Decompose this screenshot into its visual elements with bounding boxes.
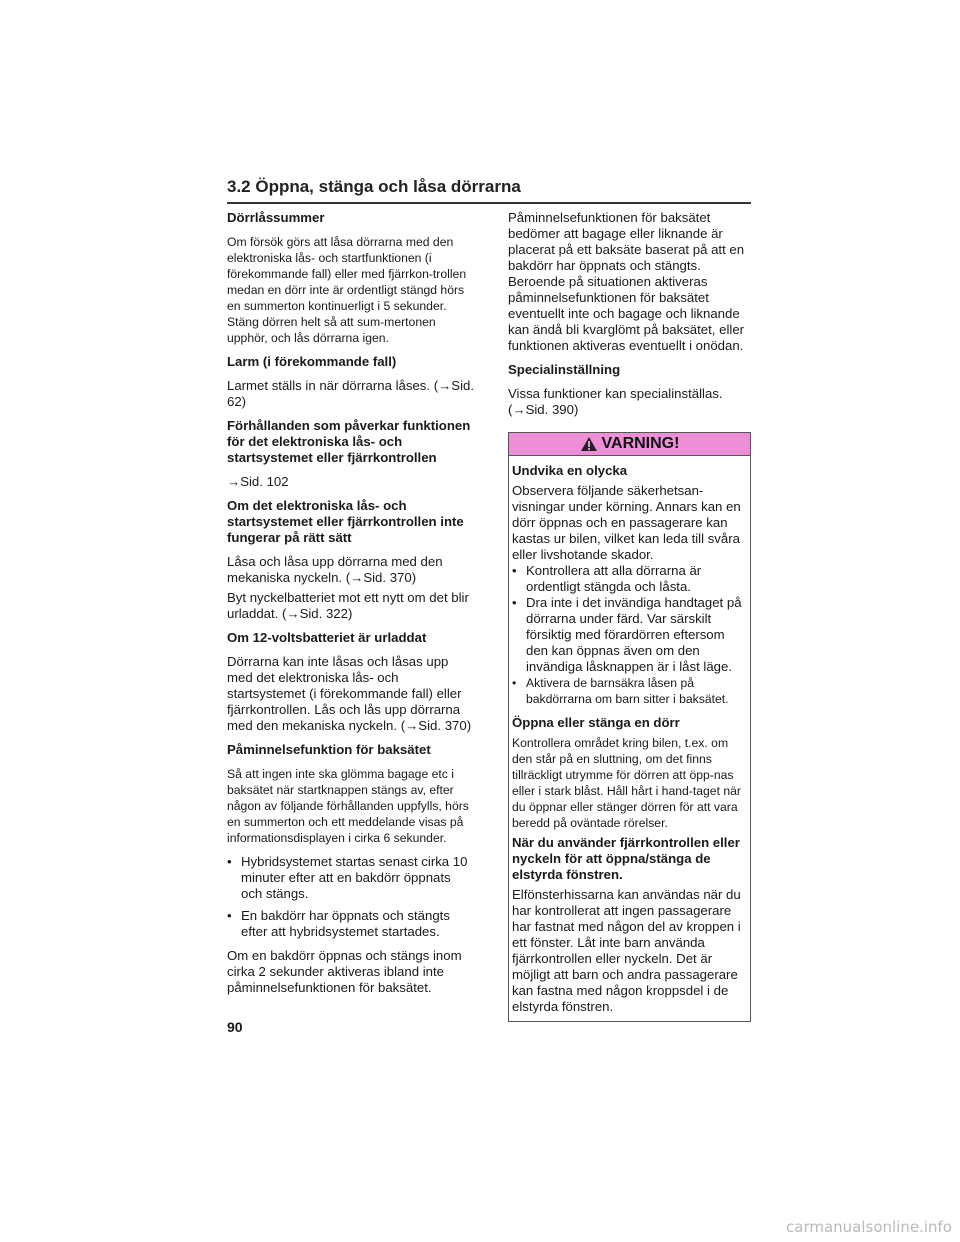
list-item: • Hybridsystemet startas senast cirka 10 minuter efter att en bakdörr öppnats och stängs. bbox=[227, 854, 475, 902]
warning-header bbox=[509, 433, 750, 456]
paragraph-avoid-accident: Observera följande säkerhetsan-visningar under körning. Annars kan en dörr öppnas och en passagerare kan kastas ur bilen, vilket kan leda till svåra eller livshotande skador. bbox=[512, 483, 741, 562]
page-number: 90 bbox=[227, 1019, 243, 1035]
title-rule bbox=[227, 202, 751, 204]
paragraph-12v-battery: Dörrarna kan inte låsas och låsas upp med det elektroniska lås- och startsystemet (i förekommande fall) eller fjärrkontrollen. Lås och lås upp dörrarna med den mekaniska nyckeln. (→Sid. 370) bbox=[227, 654, 472, 733]
paragraph-remote-windows: Elfönsterhissarna kan användas när du har kontrollerat att ingen passagerare har fastnat med någon del av kroppen i ett fönster. Låt inte barn använda fjärrkontrollen eller nyckeln. Det är möjligt att barn och andra passagerare kan fastna med någon kroppsdel i de elstyrda fönstren. bbox=[512, 887, 741, 1014]
list-item: • Kontrollera att alla dörrarna är ordentligt stängda och låsta. bbox=[512, 563, 746, 595]
warning-body bbox=[509, 456, 750, 1021]
list-item: • En bakdörr har öppnats och stängts efter att hybridsystemet startades. bbox=[227, 908, 475, 940]
warning-label: VARNING! bbox=[601, 435, 680, 452]
paragraph-conditions: →Sid. 102 bbox=[227, 474, 289, 489]
warning-list bbox=[512, 563, 746, 707]
heading-remote-windows: När du använder fjärrkontrollen eller nyckeln för att öppna/stänga de elstyrda fönstren. bbox=[512, 835, 740, 882]
heading-rear-seat-reminder: Påminnelsefunktion för baksätet bbox=[227, 742, 431, 757]
left-column bbox=[227, 210, 475, 1004]
heading-alarm: Larm (i förekommande fall) bbox=[227, 354, 397, 369]
warning-triangle-icon bbox=[580, 436, 598, 452]
heading-conditions: Förhållanden som påverkar funktionen för det elektroniska lås- och startsystemet eller fjärrkontrollen bbox=[227, 418, 471, 465]
rear-seat-conditions-list bbox=[227, 854, 475, 940]
heading-not-working: Om det elektroniska lås- och startsystemet eller fjärrkontrollen inte fungerar på rätt sätt bbox=[227, 498, 464, 545]
paragraph-reminder-assessment: Påminnelsefunktionen för baksätet bedömer att bagage eller liknande är placerat på ett baksäte baserat på att en bakdörr har öppnats och stängts. Beroende på situationen aktiveras påminnelsefunktionen för baksätet eventuellt inte och bagage och liknande kan ändå bli kvarglömt på baksätet, eller funktionen aktiveras eventuellt i onödan. bbox=[508, 210, 745, 353]
watermark: carmanualsonline.info bbox=[786, 1218, 952, 1236]
paragraph-customization: Vissa funktioner kan specialinställas. (→Sid. 390) bbox=[508, 386, 723, 417]
heading-open-close-door: Öppna eller stänga en dörr bbox=[512, 715, 680, 730]
list-item: • Aktivera de barnsäkra låsen på bakdörrarna om barn sitter i baksätet. bbox=[512, 675, 746, 707]
list-item: • Dra inte i det invändiga handtaget på dörrarna under färd. Var särskilt försiktig med förardörren eftersom den kan öppnas även om den invändiga låsknappen är i låst läge. bbox=[512, 595, 746, 675]
heading-avoid-accident: Undvika en olycka bbox=[512, 463, 628, 478]
section-title: 3.2 Öppna, stänga och låsa dörrarna bbox=[227, 177, 521, 196]
paragraph-replace-battery: Byt nyckelbatteriet mot ett nytt om det blir urladdat. (→Sid. 322) bbox=[227, 590, 469, 621]
heading-12v-battery: Om 12-voltsbatteriet är urladdat bbox=[227, 630, 427, 645]
right-column bbox=[508, 210, 751, 1022]
heading-customization: Specialinställning bbox=[508, 362, 621, 377]
warning-box bbox=[508, 432, 751, 1022]
paragraph-open-close-door: Kontrollera området kring bilen, t.ex. om den står på en sluttning, om det finns tillräckligt utrymme för dörren att öpp-nas eller i stark blåst. Håll hårt i hand-taget när du öppnar eller stänger dörren för att vara beredd på oväntade rörelser. bbox=[512, 736, 741, 830]
paragraph-alarm: Larmet ställs in när dörrarna låses. (→Sid. 62) bbox=[227, 378, 474, 409]
paragraph-door-lock-buzzer: Om försök görs att låsa dörrarna med den elektroniska lås- och startfunktionen (i förekommande fall) eller med fjärrkon-trollen medan en dörr inte är ordentligt stängd hörs en summerton kontinuerligt i 5 sekunder. Stäng dörren helt så att sum-mertonen upphör, och lås dörrarna igen. bbox=[227, 235, 467, 345]
paragraph-rear-door-timing: Om en bakdörr öppnas och stängs inom cirka 2 sekunder aktiveras ibland inte påminnelsefunktionen för baksätet. bbox=[227, 948, 462, 995]
paragraph-mechanical-key: Låsa och låsa upp dörrarna med den mekaniska nyckeln. (→Sid. 370) bbox=[227, 554, 443, 585]
heading-door-lock-buzzer: Dörrlåssummer bbox=[227, 210, 325, 225]
paragraph-rear-seat-reminder: Så att ingen inte ska glömma bagage etc i baksätet när startknappen stängs av, efter någon av följande förhållanden uppfylls, hörs en summerton och ett meddelande visas på informationsdisplayen i cirka 6 sekunder. bbox=[227, 767, 469, 845]
